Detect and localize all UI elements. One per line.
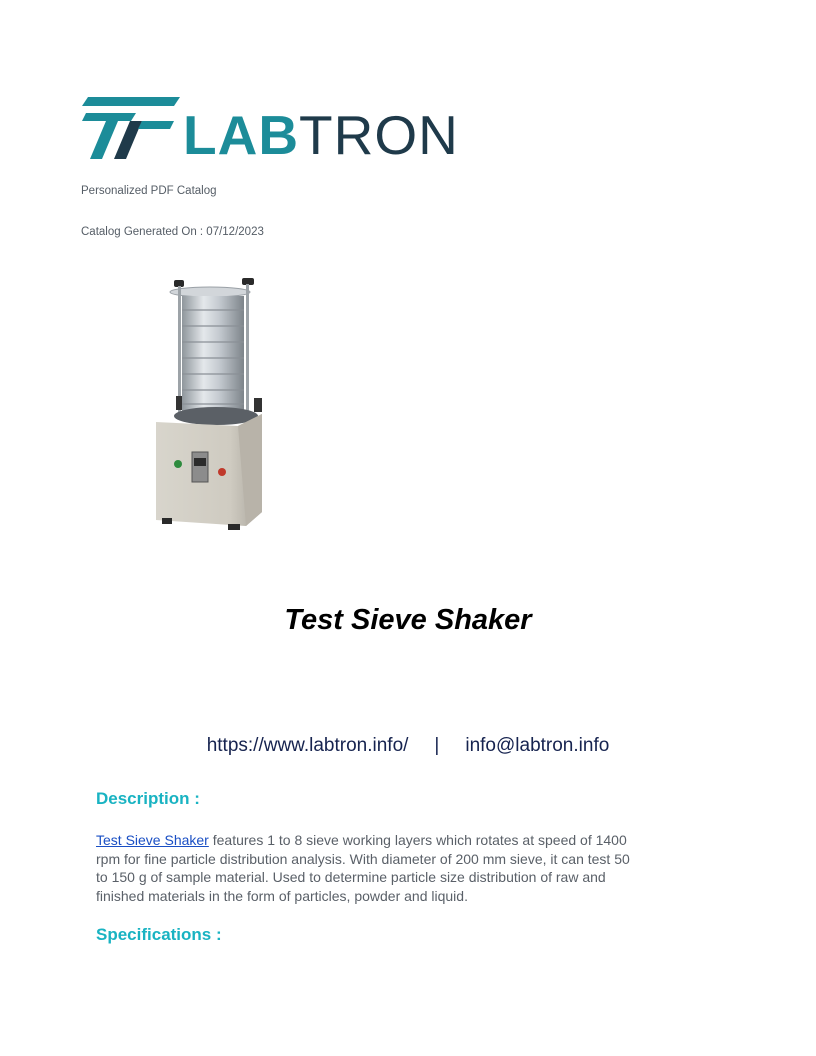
brand-tron: TRON [299,104,459,166]
brand-logo-text [183,104,459,166]
contact-separator: | [434,735,440,756]
labtron-logo-icon [82,97,180,159]
product-image [150,276,268,532]
description-heading: Description : [96,789,200,808]
description-paragraph [96,831,636,905]
catalog-generated-date: Catalog Generated On : 07/12/2023 [81,226,264,238]
specifications-heading: Specifications : [96,925,222,944]
website-link[interactable]: https://www.labtron.info/ [206,735,409,756]
product-title: Test Sieve Shaker [284,604,532,636]
product-link[interactable]: Test Sieve Shaker [96,832,209,848]
contact-line [0,735,816,757]
brand-lab: LAB [183,104,300,166]
email-link[interactable]: info@labtron.info [465,735,610,756]
description-text: features 1 to 8 sieve working layers which rotates at speed of 1400 rpm for fine particle distribution analysis. With diameter of 200 mm sieve, it can test 50 to 150 g of sample material. Used to determine particle size distribution of raw and finished materials in the form of particles, powder and liquid. [96,832,630,904]
catalog-subtitle: Personalized PDF Catalog [81,185,217,197]
